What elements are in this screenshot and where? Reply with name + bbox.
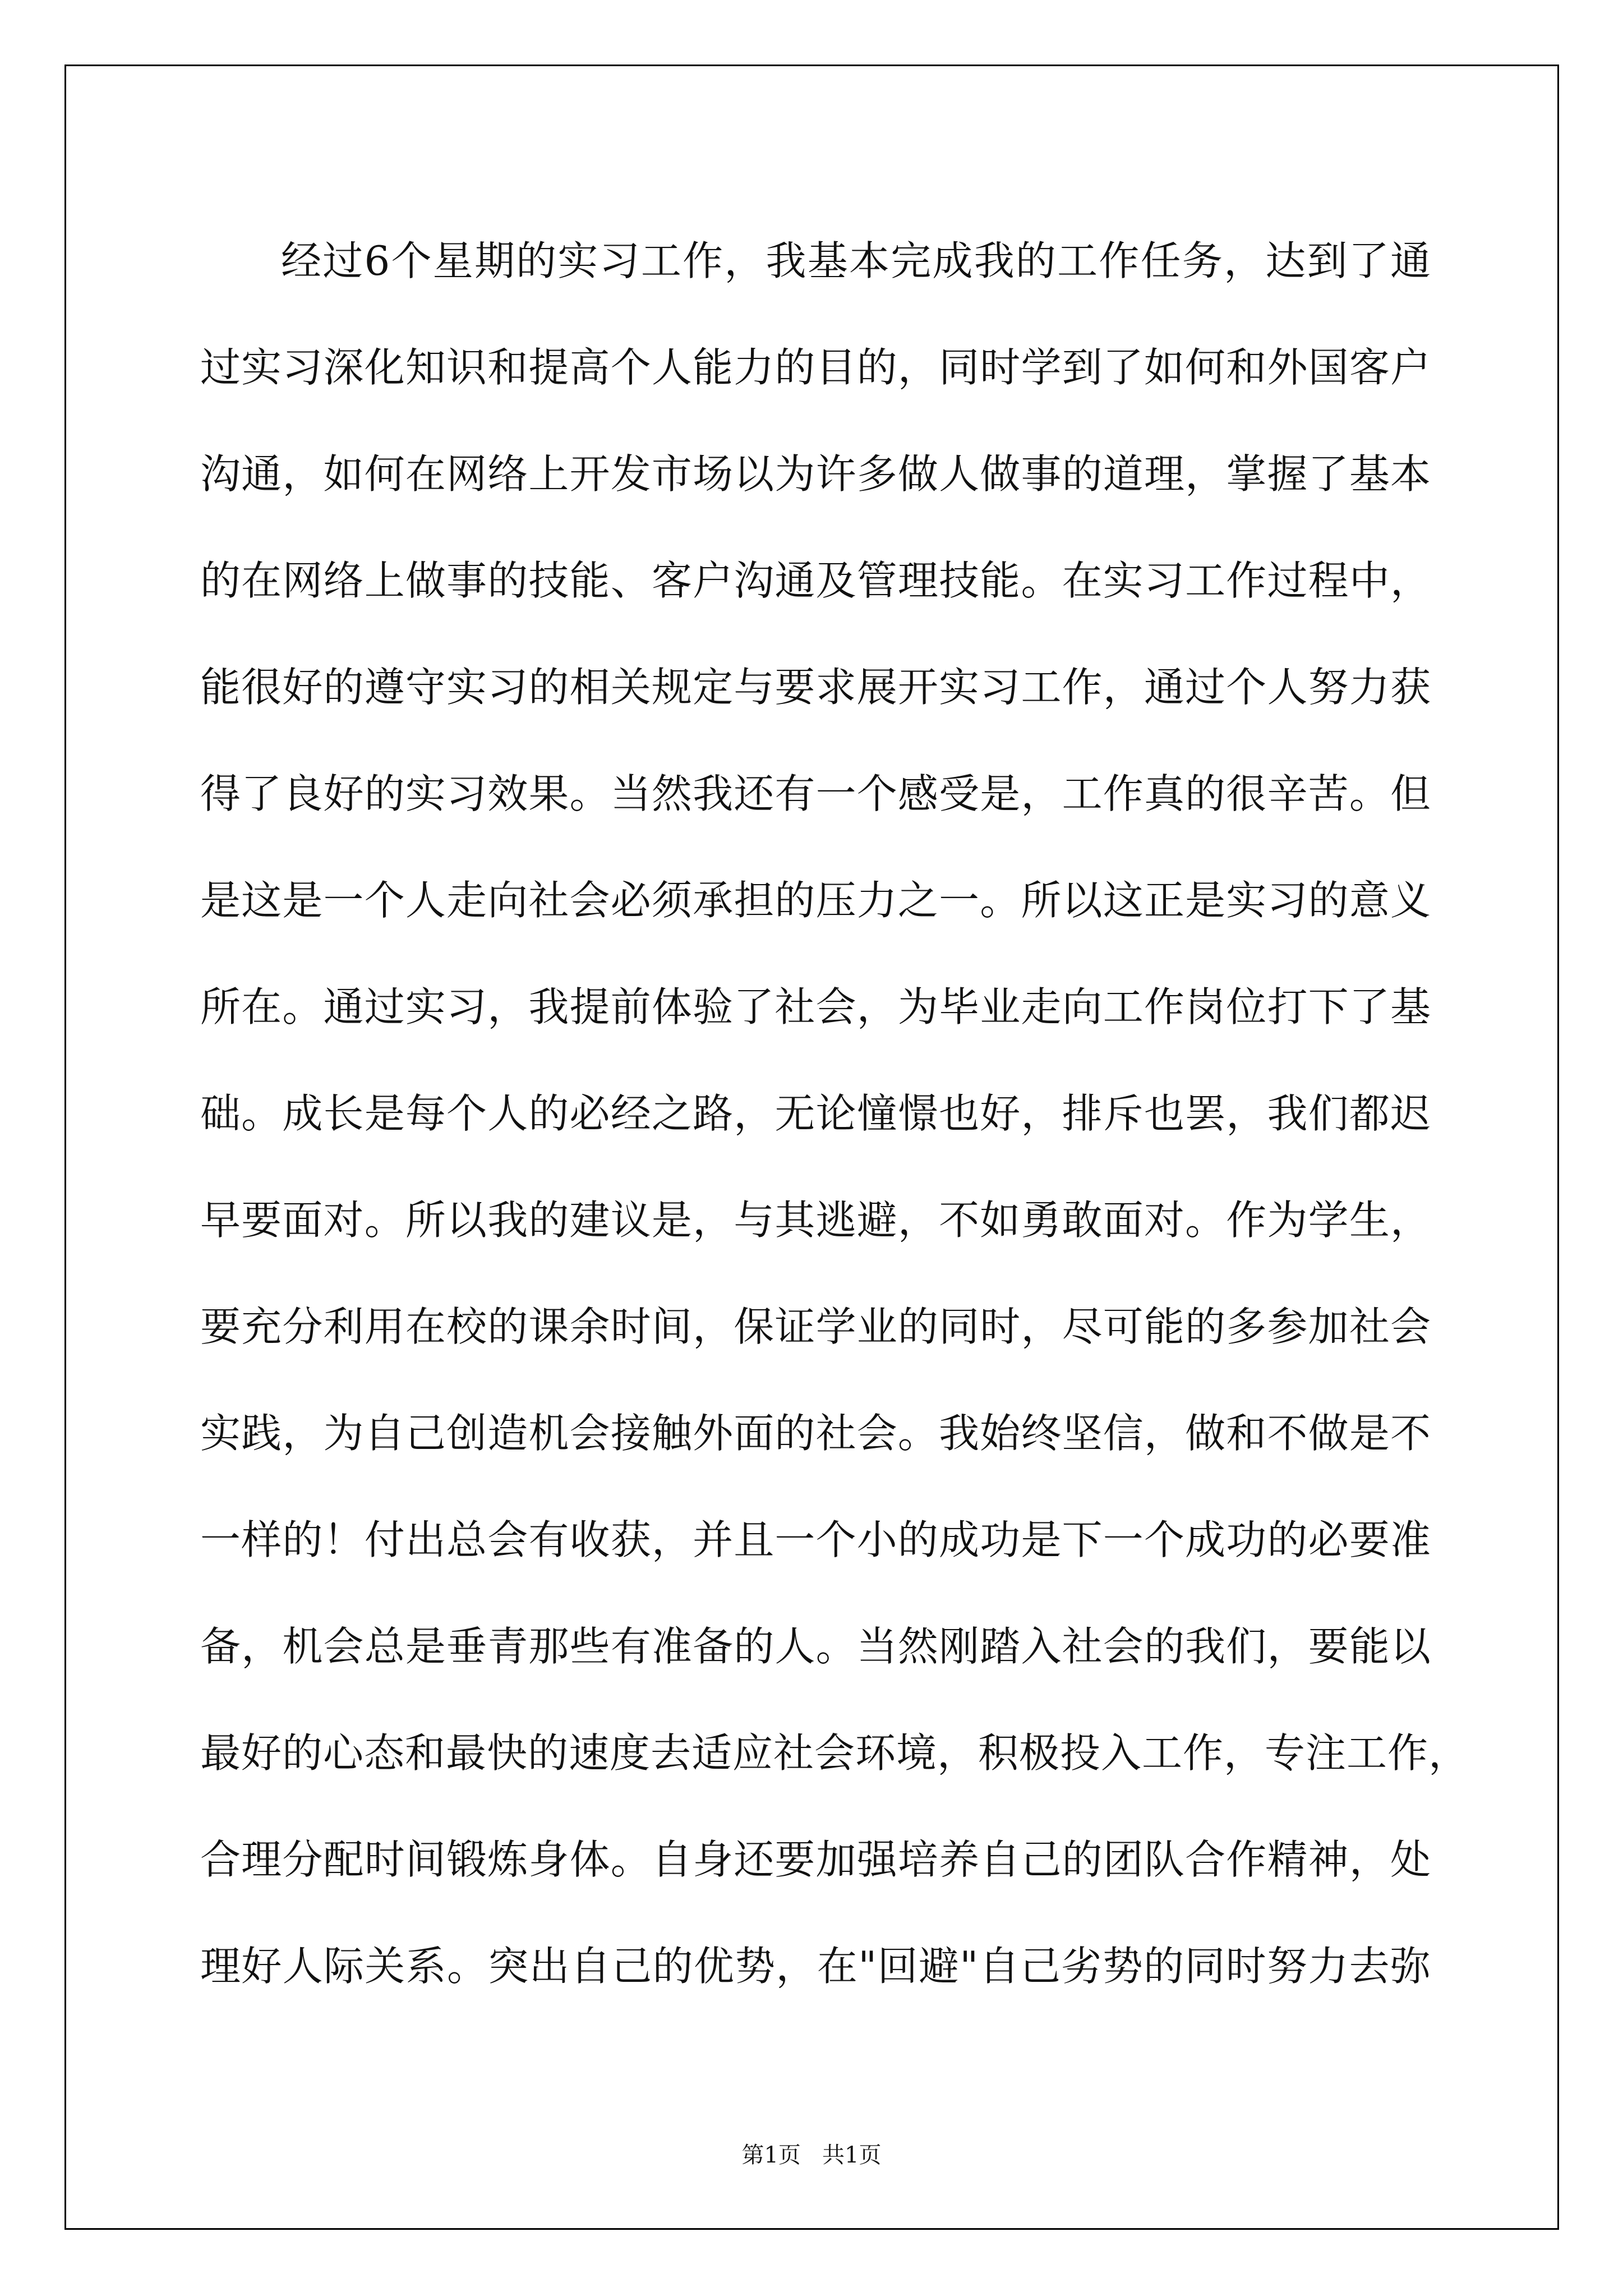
text-line: 得了良好的实习效果。当然我还有一个感受是，工作真的很辛苦。但 [200,770,1431,817]
text-line: 最好的心态和最快的速度去适应社会环境，积极投入工作，专注工作， [200,1729,1470,1777]
text-line: 是这是一个人走向社会必须承担的压力之一。所以这正是实习的意义 [200,877,1431,924]
text-line: 实践，为自己创造机会接触外面的社会。我始终坚信，做和不做是不 [200,1410,1431,1457]
text-line: 理好人际关系。突出自己的优势，在"回避"自己劣势的同时努力去弥 [200,1943,1431,1990]
text-line: 所在。通过实习，我提前体验了社会，为毕业走向工作岗位打下了基 [200,983,1431,1030]
body-text [200,208,1470,2019]
text-line: 础。成长是每个人的必经之路，无论憧憬也好，排斥也罢，我们都迟 [200,1090,1431,1137]
text-line: 能很好的遵守实习的相关规定与要求展开实习工作，通过个人努力获 [200,664,1431,711]
page-footer: 第1页 共1页 [741,2142,882,2168]
text-line: 沟通，如何在网络上开发市场以为许多做人做事的道理，掌握了基本 [200,450,1431,498]
text-line: 的在网络上做事的技能、客户沟通及管理技能。在实习工作过程中， [200,557,1431,604]
text-line: 备，机会总是垂青那些有准备的人。当然刚踏入社会的我们，要能以 [200,1623,1431,1670]
text-line: 早要面对。所以我的建议是，与其逃避，不如勇敢面对。作为学生， [200,1197,1431,1244]
text-line: 合理分配时间锻炼身体。自身还要加强培养自己的团队合作精神，处 [200,1836,1431,1883]
text-line: 要充分利用在校的课余时间，保证学业的同时，尽可能的多参加社会 [200,1303,1431,1350]
text-line: 经过6个星期的实习工作，我基本完成我的工作任务，达到了通 [281,237,1431,284]
text-line: 一样的！付出总会有收获，并且一个小的成功是下一个成功的必要准 [200,1516,1431,1563]
text-line: 过实习深化知识和提高个人能力的目的，同时学到了如何和外国客户 [200,344,1431,391]
